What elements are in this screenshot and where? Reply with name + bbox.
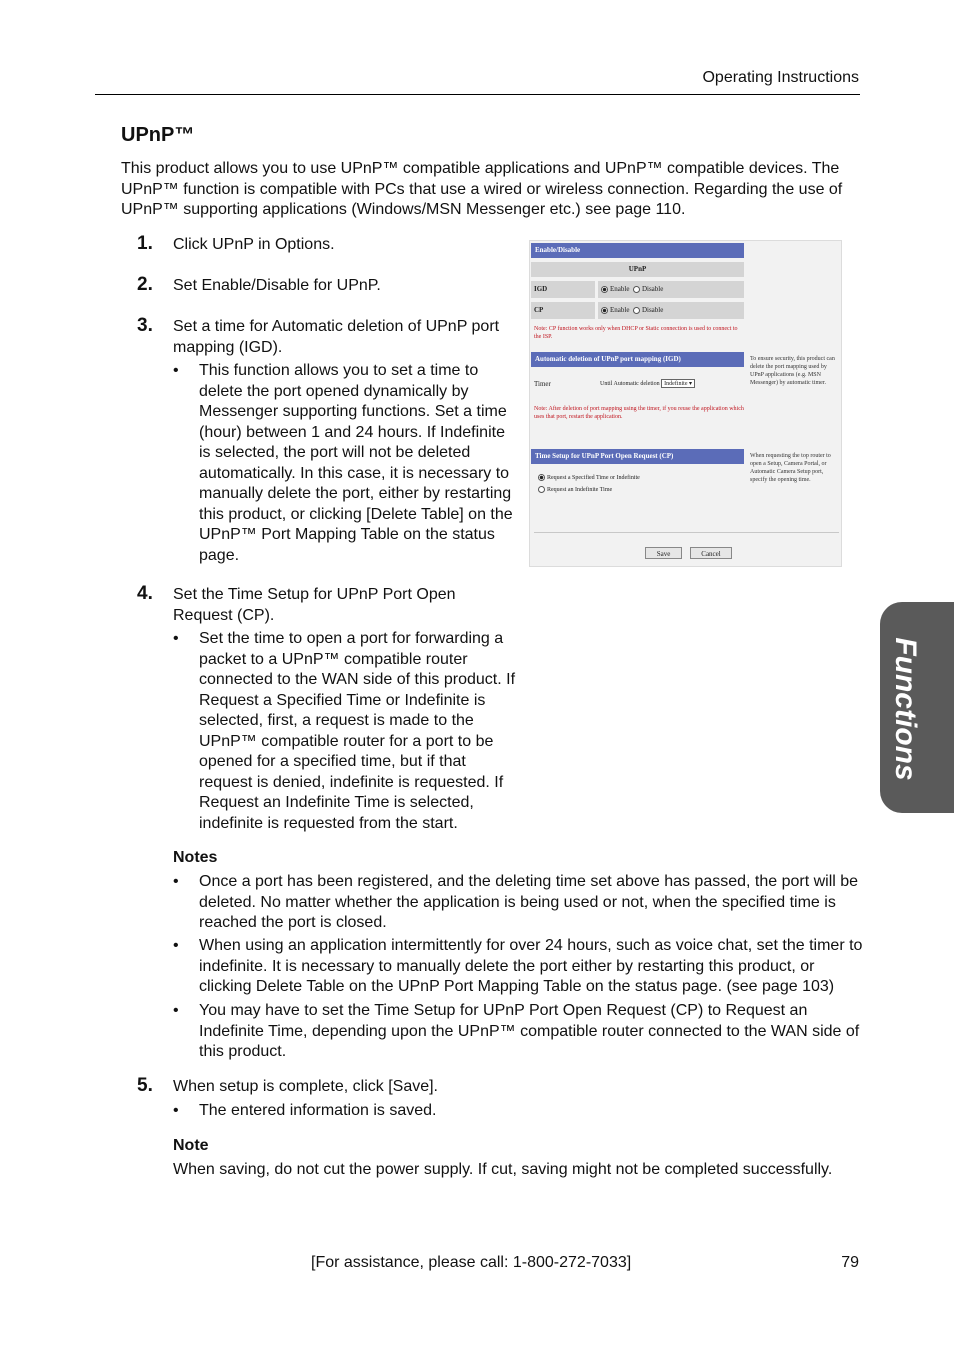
upnp-settings-screenshot xyxy=(529,240,842,567)
note-item xyxy=(173,1001,864,1063)
option-label: Request an Indefinite Time xyxy=(547,486,613,493)
option-specified-time[interactable] xyxy=(538,474,640,481)
timer-row xyxy=(600,379,695,388)
footer-assistance: [For assistance, please call: 1-800-272-7033] xyxy=(311,1254,632,1271)
note-text: When using an application intermittently for over 24 hours, such as voice chat, set the timer to indefinite. It is necessary to manually delete the port either by restarting this product, or clicking Delete Table on the UPnP Port Mapping Table on the status page. (see page 103) xyxy=(199,937,863,995)
port-open-request-bar: Time Setup for UPnP Port Open Request (CP) xyxy=(531,449,744,464)
section-intro: This product allows you to use UPnP™ compatible applications and UPnP™ compatible devices. The UPnP™ function is compatible with PCs that use a wired or wireless connection. Regarding the use of UPnP™ supporting applications (Windows/MSN Messenger etc.) see page 110. xyxy=(121,160,843,218)
note-text: You may have to set the Time Setup for UPnP Port Open Request (CP) to Request an Indefinite Time, depending upon the UPnP™ compatible router connected to the WAN side of this product. xyxy=(199,1002,860,1060)
bullet-text: This function allows you to set a time to delete the port opened dynamically by Messenger supporting functions. Set a time (hour) between 1 and 24 hours. If Indefinite is selected, the port will not be deleted automatically. In this case, it is necessary to manually delete the port, either by restarting this product, or clicking [Delete Table] on the UPnP™ Port Mapping Table on the status page. xyxy=(199,362,513,564)
enable-label: Enable xyxy=(610,306,630,314)
timer-text: Until Automatic deletion xyxy=(600,381,660,387)
step-bullet xyxy=(173,1101,599,1122)
bullet-dot: • xyxy=(173,1002,179,1019)
port-open-help: When requesting the top router to open a Setup, Camera Portal, or Automatic Camera Setup port, specify the opening time. xyxy=(750,453,831,483)
step-number: 1. xyxy=(137,233,153,254)
enable-disable-bar: Enable/Disable xyxy=(531,243,744,258)
timer-value: Indefinite xyxy=(664,381,688,387)
step-text: Set a time for Automatic deletion of UPnP port mapping (IGD). xyxy=(173,318,500,356)
note-text: When saving, do not cut the power supply. If cut, saving might not be completed successfully. xyxy=(173,1161,833,1178)
step-number: 5. xyxy=(137,1075,153,1096)
bullet-dot: • xyxy=(173,362,179,379)
note-item xyxy=(173,936,864,998)
option-indefinite-time[interactable] xyxy=(538,486,612,493)
note-item xyxy=(173,872,864,934)
timer-note: Note: After deletion of port mapping using the timer, if you reuse the application which uses that port, restart the application. xyxy=(534,406,744,420)
bullet-dot: • xyxy=(173,1102,179,1119)
step-bullet xyxy=(173,629,517,834)
timer-select[interactable]: Indefinite ▾ xyxy=(661,379,695,388)
igd-disable-radio[interactable] xyxy=(633,286,640,293)
cp-disable-radio[interactable] xyxy=(633,307,640,314)
disable-label: Disable xyxy=(641,285,664,293)
step-number: 2. xyxy=(137,274,153,295)
auto-deletion-bar: Automatic deletion of UPnP port mapping (IGD) xyxy=(531,352,744,367)
upnp-column-header: UPnP xyxy=(531,262,744,277)
step-text: Click UPnP in Options. xyxy=(173,236,335,253)
header-rule xyxy=(95,94,860,95)
save-button[interactable]: Save xyxy=(645,547,682,559)
note-heading: Note xyxy=(173,1137,209,1154)
step-bullet xyxy=(173,361,514,566)
bullet-dot: • xyxy=(173,630,179,647)
section-title: UPnP™ xyxy=(121,124,195,146)
igd-options xyxy=(598,281,744,298)
step-text: Set the Time Setup for UPnP Port Open Request (CP). xyxy=(173,586,456,624)
igd-enable-radio[interactable] xyxy=(601,286,608,293)
step-number: 4. xyxy=(137,583,153,604)
note-text: Once a port has been registered, and the deleting time set above has passed, the port will be deleted. No matter whether the application is being used or not, when the specified time is reached the port is closed. xyxy=(199,873,859,931)
cp-enable-radio[interactable] xyxy=(601,307,608,314)
disable-label: Disable xyxy=(641,306,664,314)
cp-options xyxy=(598,302,744,319)
cp-note: Note: CP function works only when DHCP or Static connection is used to connect to the ISP. xyxy=(534,326,738,340)
page-number: 79 xyxy=(841,1254,859,1271)
bullet-text: The entered information is saved. xyxy=(199,1102,437,1119)
step-text: Set Enable/Disable for UPnP. xyxy=(173,277,381,294)
document-title: Operating Instructions xyxy=(702,69,859,86)
bullet-dot: • xyxy=(173,937,179,954)
side-tab-label: Functions xyxy=(889,637,922,781)
cancel-button[interactable]: Cancel xyxy=(690,547,732,559)
option-label: Request a Specified Time or Indefinite xyxy=(547,474,640,481)
indefinite-time-radio[interactable] xyxy=(538,486,545,493)
cp-label: CP xyxy=(531,302,595,319)
bullet-text: Set the time to open a port for forwarding a packet to a UPnP™ compatible router connected to the WAN side of this product. If Request a Specified Time or Indefinite is selected, first, a request is made to the UPnP™ compatible router for a port to be opened for a specified time, but if that request is denied, indefinite is requested. If Request an Indefinite Time is selected, indefinite is requested from the start. xyxy=(199,630,516,832)
step-number: 3. xyxy=(137,315,153,336)
divider xyxy=(534,532,839,533)
specified-time-radio[interactable] xyxy=(538,474,545,481)
igd-label: IGD xyxy=(531,281,595,298)
notes-heading: Notes xyxy=(173,849,218,866)
auto-deletion-help: To ensure security, this product can delete the port mapping used by UPnP applications (e.g. MSN Messenger) by automatic timer. xyxy=(750,356,835,386)
bullet-dot: • xyxy=(173,873,179,890)
timer-label: Timer xyxy=(534,380,551,388)
step-text: When setup is complete, click [Save]. xyxy=(173,1078,438,1095)
enable-label: Enable xyxy=(610,285,630,293)
